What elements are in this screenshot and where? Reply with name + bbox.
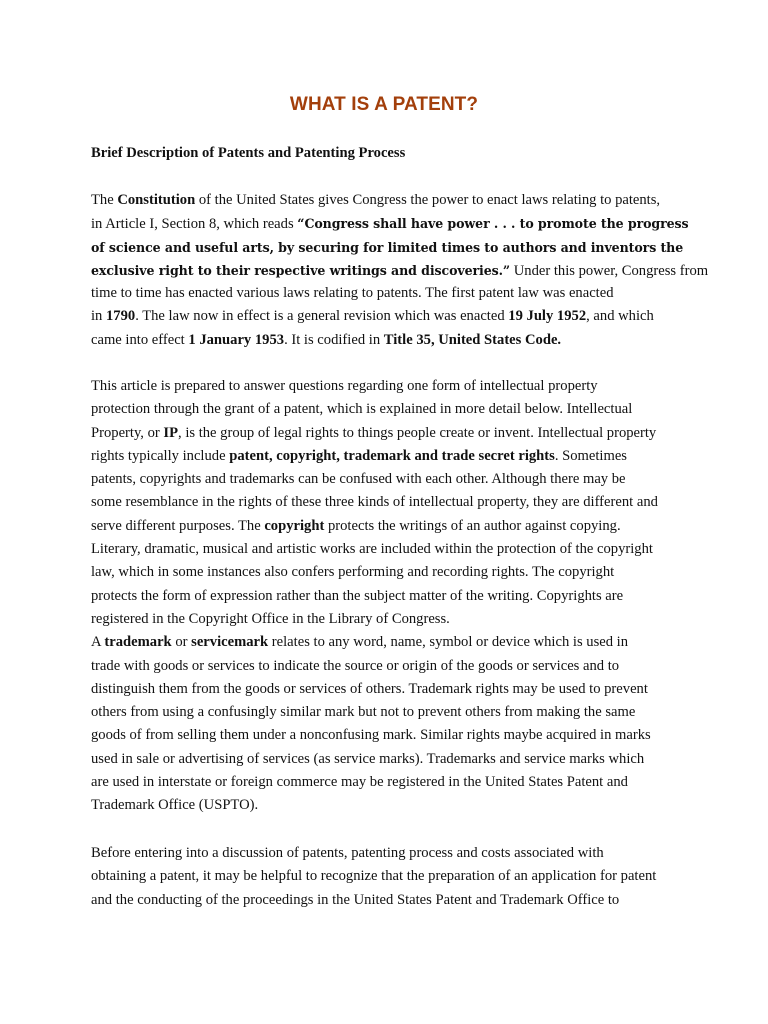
text-line: protection through the grant of a patent, which is explained in more detail below. Intellectual: [91, 401, 633, 418]
paragraph-constitution: [91, 189, 709, 352]
text-line: Before entering into a discussion of patents, patenting process and costs associated with: [91, 845, 604, 861]
text-line: Property, or IP, is the group of legal rights to things people create or invent. Intellectual property: [91, 424, 657, 441]
constitution-quote: exclusive right to their respective writings and discoveries.”: [91, 262, 511, 278]
text-line: came into effect 1 January 1953. It is codified in Title 35, United States Code.: [91, 331, 562, 348]
document-subtitle: Brief Description of Patents and Patenting Process: [91, 145, 406, 161]
text-line: law, which in some instances also confers performing and recording rights. The copyright: [91, 564, 615, 581]
page-title: WHAT IS A PATENT?: [289, 94, 479, 115]
constitution-quote: of science and useful arts, by securing for limited times to authors and inventors the: [91, 239, 684, 255]
text-line: A trademark or servicemark relates to any word, name, symbol or device which is used in: [91, 634, 629, 651]
text-line: trade with goods or services to indicate the source or origin of the goods or services and to: [91, 657, 620, 674]
text-line: The Constitution of the United States gives Congress the power to enact laws relating to patents,: [91, 192, 661, 208]
text-line: Trademark Office (USPTO).: [91, 797, 259, 814]
text-line: exclusive right to their respective writings and discoveries.” Under this power, Congress from: [91, 262, 709, 279]
text-line: time to time has enacted various laws relating to patents. The first patent law was enacted: [91, 285, 614, 302]
text-line: goods of from selling them under a nonconfusing mark. Similar rights maybe acquired in marks: [91, 727, 651, 744]
text-line: distinguish them from the goods or services of others. Trademark rights may be used to prevent: [91, 680, 648, 697]
text-line: Literary, dramatic, musical and artistic works are included within the protection of the copyright: [91, 541, 653, 558]
text-line: and the conducting of the proceedings in the United States Patent and Trademark Office to: [91, 891, 620, 908]
text-line: rights typically include patent, copyright, trademark and trade secret rights. Sometimes: [91, 447, 627, 464]
text-line: serve different purposes. The copyright protects the writings of an author against copying.: [91, 517, 621, 534]
paragraph-before-discussion: [91, 842, 691, 912]
text-line: patents, copyrights and trademarks can be confused with each other. Although there may be: [91, 471, 626, 488]
text-line: in Article I, Section 8, which reads “Congress shall have power . . . to promote the progress: [91, 216, 689, 233]
text-line: are used in interstate or foreign commerce may be registered in the United States Patent and: [91, 774, 628, 791]
paragraph-intellectual-property: [91, 375, 691, 818]
text-line: obtaining a patent, it may be helpful to recognize that the preparation of an application for patent: [91, 868, 657, 885]
text-line: others from using a confusingly similar mark but not to prevent others from making the same: [91, 704, 636, 721]
text-line: in 1790. The law now in effect is a general revision which was enacted 19 July 1952, and which: [91, 308, 654, 325]
text-line: protects the form of expression rather than the subject matter of the writing. Copyrights are: [91, 587, 624, 604]
text-line: some resemblance in the rights of these three kinds of intellectual property, they are different and: [91, 494, 658, 511]
text-line: registered in the Copyright Office in the Library of Congress.: [91, 610, 450, 627]
text-line: used in sale or advertising of services (as service marks). Trademarks and service marks which: [91, 750, 645, 767]
text-line: This article is prepared to answer questions regarding one form of intellectual property: [91, 378, 598, 394]
constitution-quote: “Congress shall have power . . . to promote the progress: [297, 216, 689, 232]
text-line: [91, 236, 691, 259]
